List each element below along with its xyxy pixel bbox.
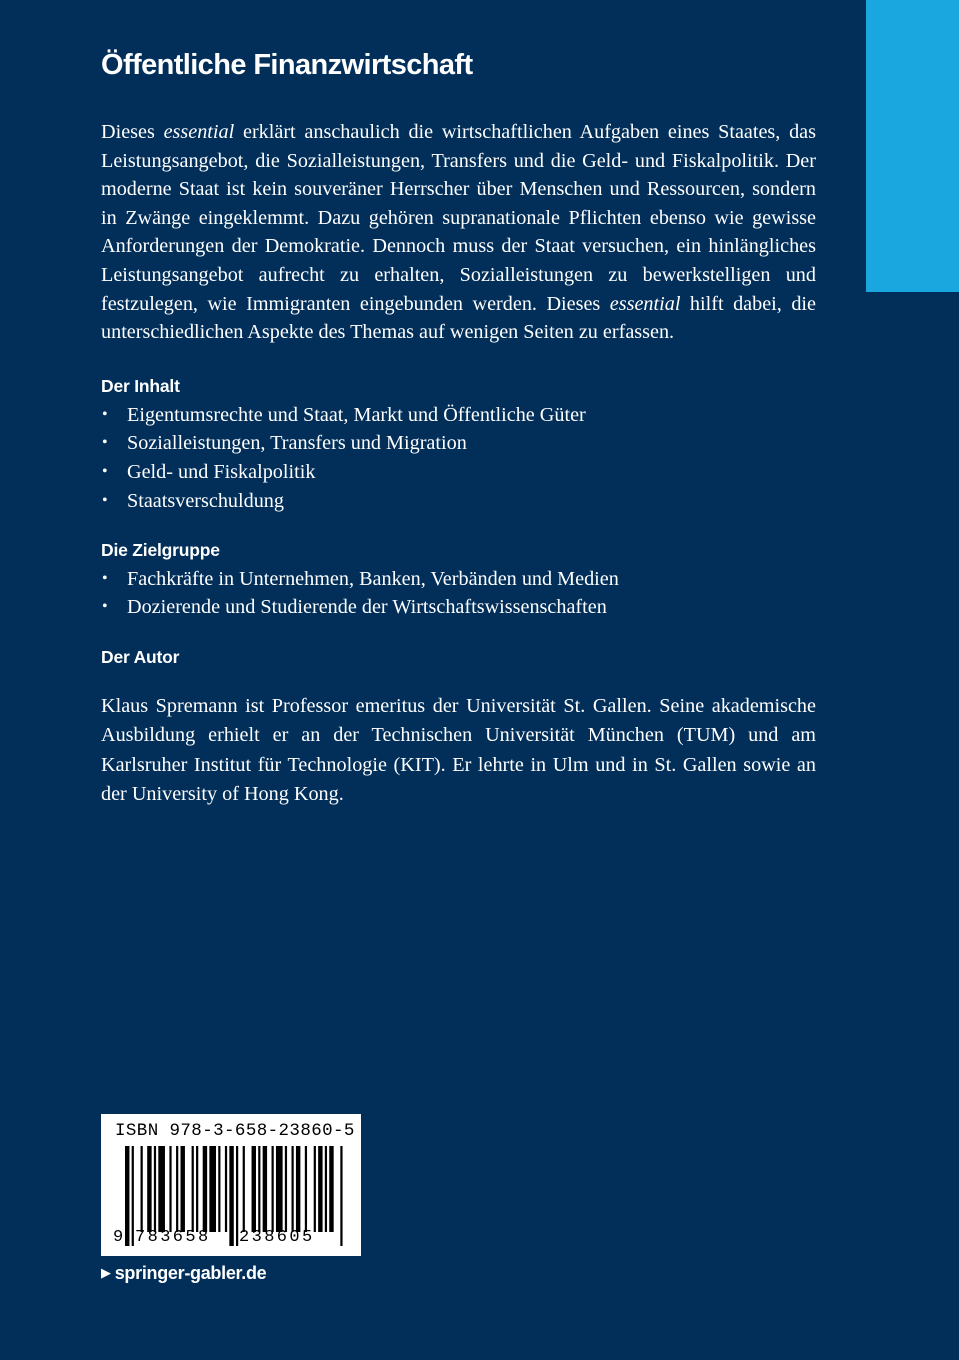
list-item-text: Geld- und Fiskalpolitik bbox=[127, 461, 316, 484]
publisher-url: springer-gabler.de bbox=[114, 1263, 267, 1283]
arrow-right-icon: ▶ bbox=[101, 1265, 111, 1280]
list-item bbox=[101, 429, 816, 458]
description-paragraph bbox=[101, 118, 816, 347]
back-cover-content bbox=[101, 40, 816, 810]
barcode-bar bbox=[272, 1146, 274, 1232]
list-item-text: Dozierende und Studierende der Wirtschaftswissenschaften bbox=[127, 596, 607, 619]
barcode-bar bbox=[176, 1146, 178, 1232]
barcode-bar bbox=[305, 1146, 307, 1232]
intro-text-2: erklärt anschaulich die wirtschaftlichen Aufgaben eines Staates, das Leistungsangebot, die Sozialleistungen, Transfers und die Geld- und Fiskalpolitik. Der moderne Staat ist kein souveräner Herrscher über Menschen und Ressourcen, sondern in Zwänge eingeklemmt. Dazu gehören supranationale Pflichten ebenso wie gewisse Anforderungen der Demokratie. Dennoch muss der Staat versuchen, ein hinlängliches Leistungsangebot aufrecht zu erhalten, Sozialleistungen zu bewerkstelligen und festzulegen, wie Immigranten eingebunden werden. Dieses bbox=[101, 121, 816, 315]
barcode-bar bbox=[141, 1146, 143, 1232]
zielgruppe-heading: Die Zielgruppe bbox=[101, 539, 220, 560]
list-item bbox=[101, 401, 816, 430]
inhalt-heading: Der Inhalt bbox=[101, 375, 180, 396]
barcode-bar bbox=[252, 1146, 256, 1232]
intro-emphasis-2: essential bbox=[609, 292, 681, 315]
isbn-barcode bbox=[101, 1114, 361, 1256]
list-item-text: Sozialleistungen, Transfers und Migration bbox=[127, 432, 467, 455]
barcode-bar bbox=[192, 1146, 194, 1232]
publisher-link[interactable] bbox=[101, 1262, 266, 1284]
list-item-text: Staatsverschuldung bbox=[127, 489, 284, 512]
bullet-icon: • bbox=[102, 405, 108, 423]
list-item-text: Fachkräfte in Unternehmen, Banken, Verbänden und Medien bbox=[127, 567, 619, 590]
intro-text-3: hilft dabei, die unterschiedlichen Aspekte des Themas auf wenigen Seiten zu erfassen. bbox=[101, 292, 816, 344]
barcode-bar bbox=[154, 1146, 156, 1232]
ean-right-group: 238605 bbox=[239, 1228, 315, 1247]
list-item bbox=[101, 487, 816, 516]
ean-left-group: 783658 bbox=[135, 1228, 211, 1247]
barcode-bar bbox=[325, 1146, 327, 1232]
zielgruppe-list bbox=[101, 565, 816, 622]
barcode-bar bbox=[314, 1146, 316, 1232]
bullet-icon: • bbox=[102, 569, 108, 587]
barcode-bar bbox=[276, 1146, 283, 1232]
barcode-bar bbox=[203, 1146, 207, 1232]
list-item bbox=[101, 565, 816, 594]
list-item bbox=[101, 458, 816, 487]
list-item-text: Eigentumsrechte und Staat, Markt und Öffentliche Güter bbox=[127, 403, 586, 426]
barcode-bar bbox=[296, 1146, 300, 1232]
barcode-bar bbox=[318, 1146, 322, 1232]
barcode-bar bbox=[329, 1146, 333, 1232]
bullet-icon: • bbox=[102, 463, 108, 481]
barcode-bar bbox=[181, 1146, 185, 1232]
barcode-bar bbox=[147, 1146, 151, 1232]
bullet-icon: • bbox=[102, 434, 108, 452]
accent-bar bbox=[866, 0, 959, 292]
isbn-number: ISBN 978-3-658-23860-5 bbox=[115, 1121, 355, 1141]
barcode-bar bbox=[169, 1146, 171, 1232]
bullet-icon: • bbox=[102, 598, 108, 616]
ean-first-digit: 9 bbox=[113, 1228, 124, 1247]
bullet-icon: • bbox=[102, 491, 108, 509]
barcode-bar bbox=[225, 1146, 227, 1232]
inhalt-list bbox=[101, 401, 816, 516]
intro-emphasis-1: essential bbox=[163, 121, 235, 143]
author-bio: Klaus Spremann ist Professor emeritus der Universität St. Gallen. Seine akademische Ausbildung erhielt er an der Technischen Universität München (TUM) und am Karlsruher Institut für Technologie (KIT). Er lehrte in Ulm und in St. Gallen sowie an der University of Hong Kong. bbox=[101, 694, 816, 806]
intro-text-1: Dieses bbox=[101, 121, 164, 143]
barcode-bar bbox=[258, 1146, 260, 1232]
barcode-bar bbox=[292, 1146, 294, 1232]
barcode-bar bbox=[263, 1146, 267, 1232]
list-item bbox=[101, 593, 816, 622]
barcode-bar bbox=[209, 1146, 216, 1232]
barcode-bar bbox=[243, 1146, 245, 1232]
book-title: Öffentliche Finanzwirtschaft bbox=[101, 49, 473, 81]
ean-digits bbox=[101, 1226, 361, 1250]
barcode-bar bbox=[218, 1146, 220, 1232]
barcode-bar bbox=[158, 1146, 165, 1232]
autor-heading: Der Autor bbox=[101, 646, 180, 667]
barcode-bar bbox=[285, 1146, 287, 1232]
barcode-bar bbox=[196, 1146, 198, 1232]
